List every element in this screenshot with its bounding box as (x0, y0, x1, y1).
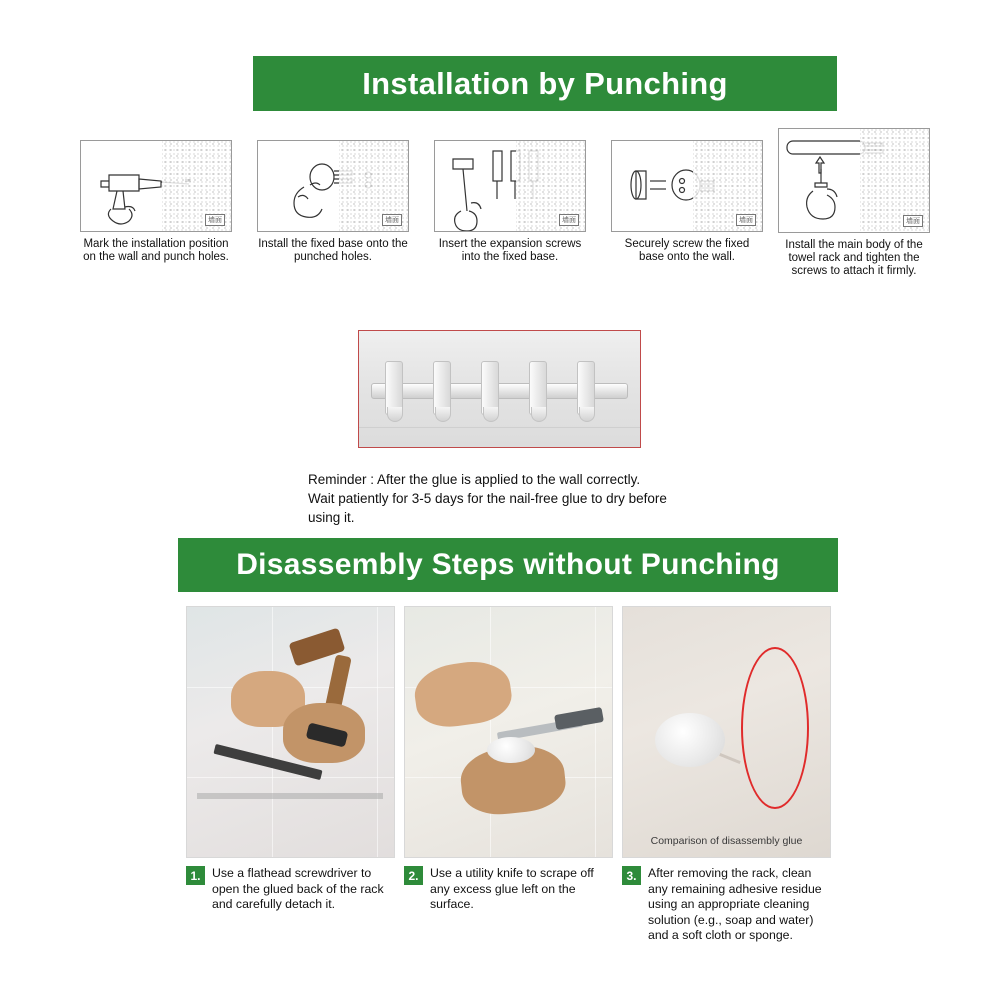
installation-banner-title: Installation by Punching (362, 65, 728, 101)
step-badge-1: 1. (186, 866, 205, 885)
disassembly-banner (178, 538, 838, 592)
reminder-line-2: Wait patiently for 3-5 days for the nail-free glue to dry before (308, 491, 667, 506)
step-text-2: Use a utility knife to scrape off any excess glue left on the surface. (430, 866, 594, 911)
wall-label: 墙面 (736, 214, 756, 226)
wall-edge-line (359, 427, 640, 428)
glue-residue-patch (655, 713, 725, 767)
disassembly-caption-3 (622, 866, 834, 944)
disassembly-caption-2 (404, 866, 616, 913)
rack-hook (385, 361, 403, 415)
highlight-ellipse (741, 647, 809, 809)
reminder-line-1: Reminder : After the glue is applied to the wall correctly. (308, 472, 641, 487)
installed-rack-photo (358, 330, 641, 448)
rack-hook (481, 361, 499, 415)
punching-step-3-illustration (434, 140, 586, 232)
installation-banner (253, 56, 837, 111)
punching-step-4-illustration (611, 140, 763, 232)
punching-step-3-caption: Insert the expansion screws into the fixed base. (438, 238, 582, 263)
punching-step-2-caption: Install the fixed base onto the punched holes. (258, 238, 408, 263)
wall-label: 墙面 (559, 214, 579, 226)
photo3-caption: Comparison of disassembly glue (650, 835, 803, 847)
wall-shadow-line (197, 793, 383, 799)
disassembly-photo-2 (404, 606, 613, 858)
disassembly-photo-3 (622, 606, 831, 858)
punching-step-4 (611, 140, 763, 264)
step-text-3: After removing the rack, clean any remaining adhesive residue using an appropriate cleaning solution (e.g., soap and water) and a soft cloth or sponge. (648, 866, 822, 942)
step-text-1: Use a flathead screwdriver to open the glued back of the rack and carefully detach it. (212, 866, 384, 911)
disassembly-caption-1 (186, 866, 398, 913)
punching-step-1 (80, 140, 232, 264)
punching-step-4-caption: Securely screw the fixed base onto the wall. (624, 238, 750, 263)
punching-step-5 (778, 128, 930, 278)
wall-label: 墙面 (205, 214, 225, 226)
wall-label: 墙面 (382, 214, 402, 226)
punching-step-1-illustration (80, 140, 232, 232)
punching-step-5-caption: Install the main body of the towel rack and tighten the screws to attach it firmly. (785, 239, 923, 277)
rack-hook (433, 361, 451, 415)
punching-step-2-illustration (257, 140, 409, 232)
excess-glue (487, 737, 535, 763)
disassembly-photo-1 (186, 606, 395, 858)
disassembly-banner-title: Disassembly Steps without Punching (236, 548, 780, 581)
punching-step-3 (434, 140, 586, 264)
step-badge-3: 3. (622, 866, 641, 885)
glue-smear (719, 753, 741, 764)
rack-hook (529, 361, 547, 415)
wall-label: 墙面 (903, 215, 923, 227)
punching-step-5-illustration (778, 128, 930, 233)
step-badge-2: 2. (404, 866, 423, 885)
punching-steps-row (80, 140, 930, 315)
punching-step-2 (257, 140, 409, 264)
rack-hook (577, 361, 595, 415)
reminder-note (308, 470, 778, 527)
punching-step-1-caption: Mark the installation position on the wall and punch holes. (83, 238, 229, 263)
reminder-line-3: using it. (308, 510, 355, 525)
